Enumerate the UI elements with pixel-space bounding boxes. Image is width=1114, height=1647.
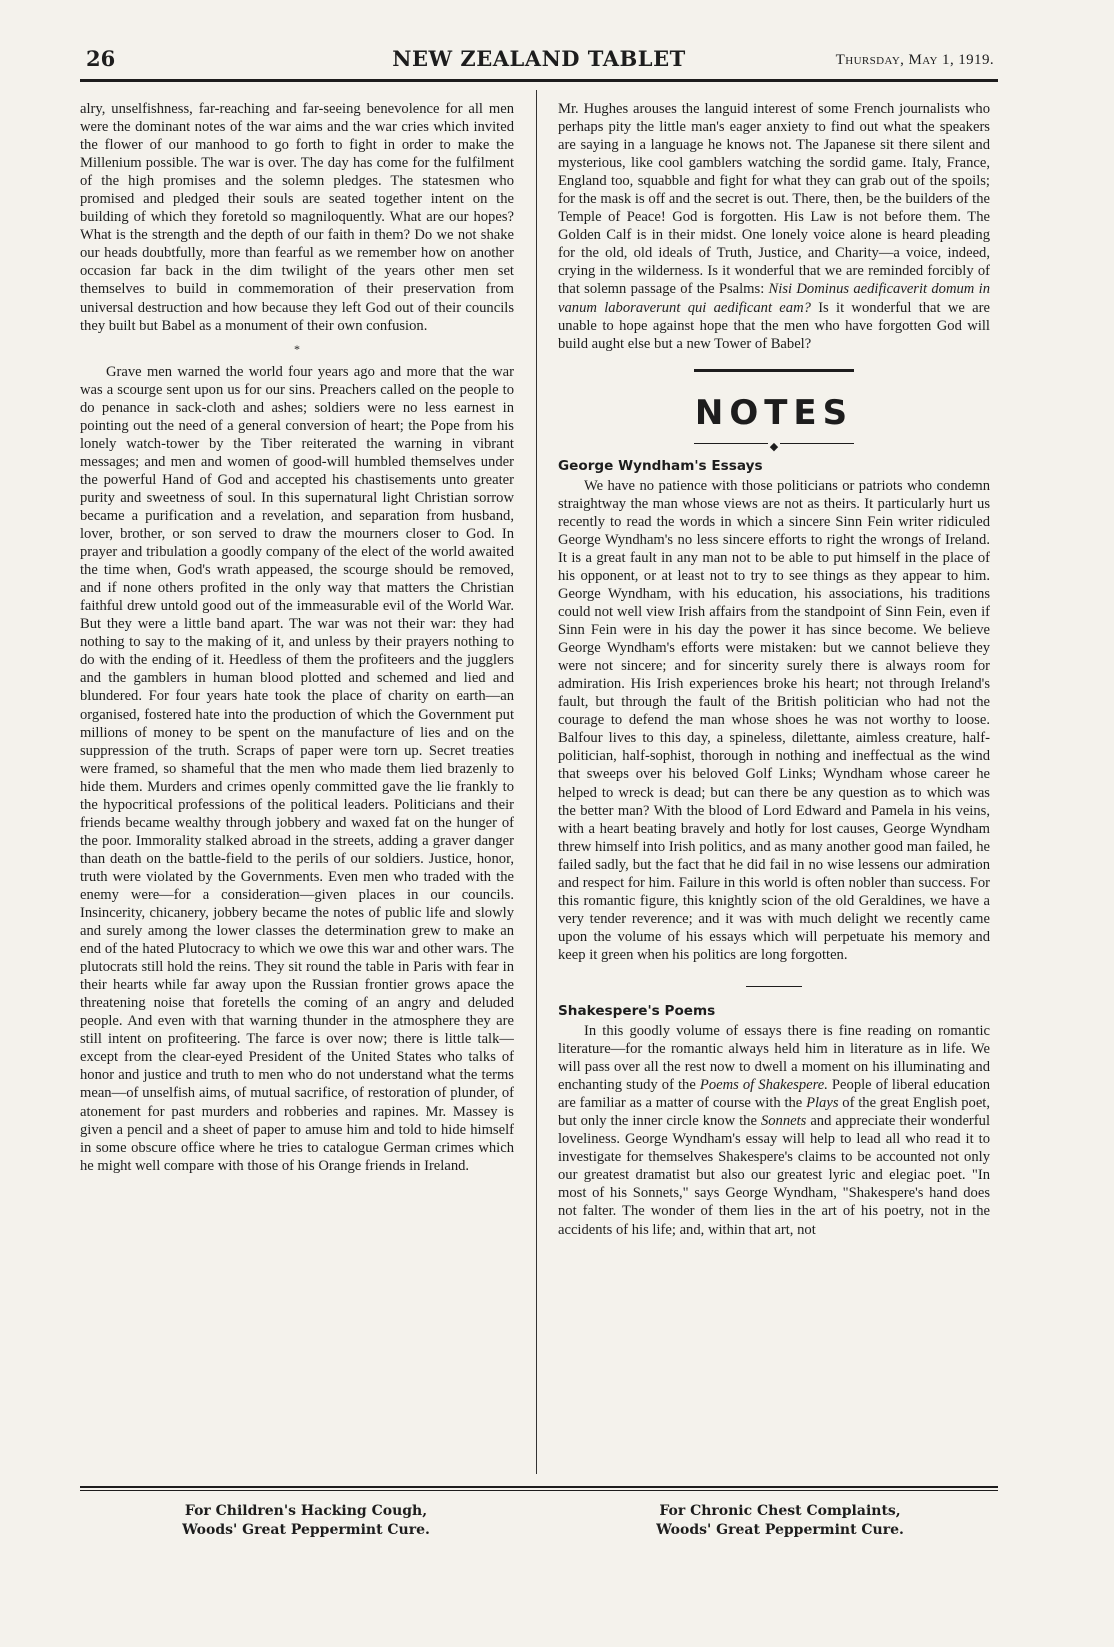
ad-right-line-1: For Chronic Chest Complaints,	[659, 1503, 901, 1519]
note-heading-wyndham: George Wyndham's Essays	[558, 457, 763, 474]
column-rule	[536, 90, 537, 1474]
title-plays: Plays	[806, 1095, 839, 1112]
section-separator: *	[294, 341, 300, 356]
advertisement-left	[86, 1502, 526, 1540]
title-sonnets: Sonnets	[760, 1113, 807, 1130]
psalm-quote: Nisi Dominus aedificaverit domum in vanum laboraverunt qui aedificant eam?	[558, 281, 990, 316]
right-column	[558, 100, 990, 1472]
left-paragraph-2: Grave men warned the world four years ago and more that the war was a scourge sent upon us for our sins. Preachers called on the people to do penance in sack-cloth and ashes; soldiers were no less earnest in pointing out the need of a general conversion of heart; the Pope from his lonely watch-tower by the Tiber reiterated the warning in vibrant messages; and men and women of good-will humbled themselves under the powerful Hand of God and accepted his chastisements unto greater purity and sweetness of soul. In this supernatural light Christian sorrow became a purification and a revelation, and separation from husband, lover, brother, or son served to draw the mourners closer to God. In prayer and tribulation a goodly company of the elect of the world awaited the time when, God's wrath appeased, the scourge should be removed, and if none others profited in the only way that matters the Christian faithful drew untold good out of the immeasurable evil of the World War. But they were a little band apart. The war was not their war: they had nothing to say to the making of it, and unless by their prayers nothing to do with the ending of it. Heedless of them the profiteers and the jugglers and the gamblers in human blood plotted and schemed and lied and blundered. For four years hate took the place of charity on earth—an organised, fostered hate into the production of which the Government put millions of money to be spent on the manufacture of lies and on the suppression of the truth. Scraps of paper were torn up. Secret treaties were framed, so shameful that the men who made them lied brazenly to hide them. Murders and crimes openly committed gave the lie frankly to the hypocritical professions of the political leaders. Politicians and their friends became wealthy through jobbery and waxed fat on the hunger of the poor. Immorality stalked abroad in the streets, adding a graver danger than death on the battle-field to the perils of our soldiers. Justice, honor, truth were violated by the Governments. Even men who traded with the enemy were—for a consideration—given places in our councils. Insincerity, chicanery, jobbery became the notes of public life and slowly and surely among the lower classes the determination grew to make an end of the hated Plutocracy to which we owe this war and other wars. The plutocrats still hold the reins. They sit round the table in Paris with fear in their hearts while far away upon the Russian frontier grows apace the threatening noise that foretells the coming of an angry and deluded people. And even with that warning thunder in the atmosphere they are still intent on profiteering. The farce is over now; there is little talk—except from the clear-eyed President of the United States who talks of honor and justice and truth to men who do not understand what the terms mean—of unselfish aims, of mutual sacrifice, of restoration of plunder, of atonement for past murders and robberies and rapines. Mr. Massey is given a pencil and a sheet of paper to amuse him and told to hide himself in some obscure office where he tries to catalogue German crimes which he might well compare with those of his Orange friends in Ireland.	[80, 363, 514, 1174]
title-poems: Poems of Shakespere.	[699, 1077, 828, 1094]
ad-left-line-2: Woods' Great Peppermint Cure.	[182, 1522, 430, 1538]
note-body-shakespere-text-4: and appreciate their wonderful loveliness. George Wyndham's essay will help to lead all who read it to investigate for themselves Shakespere's claims to be accounted not only our greatest dramatist but also our greatest lyric and elegiac poet. "In most of his Sonnets," says George Wyndham, "Shakespere's hand does not falter. The wonder of them lies in the art of his poetry, not in the accidents of his life; and, within that art, not	[558, 1113, 990, 1238]
page-header	[80, 42, 998, 82]
right-paragraph-1-end: Is it wonderful that we are unable to hope against hope that the men who have forgotten God will build aught else but a new Tower of Babel?	[558, 299, 990, 352]
note-body-shakespere-text-2: People of liberal education are familiar as a matter of course with the	[558, 1077, 990, 1112]
note-body-shakespere	[558, 1022, 990, 1239]
page-number: 26	[86, 46, 116, 71]
note-heading-shakespere: Shakespere's Poems	[558, 1003, 716, 1020]
left-column	[80, 100, 514, 1472]
short-rule	[558, 974, 990, 992]
issue-date: Thursday, May 1, 1919.	[835, 52, 994, 68]
ad-right-line-2: Woods' Great Peppermint Cure.	[656, 1522, 904, 1538]
footer-rule	[80, 1486, 998, 1491]
note-body-shakespere-text-1: In this goodly volume of essays there is fine reading on romantic literature—for the romantic always held him in literature as in life. We will pass over all the rest now to dwell a moment on his illuminating and enchanting study of the	[558, 1023, 990, 1094]
ornament-rule	[558, 359, 990, 377]
advertisement-right	[560, 1502, 1000, 1540]
note-body-shakespere-text-3: of the great English poet, but only the inner circle know the	[558, 1095, 990, 1130]
diamond-icon: ◆	[769, 440, 779, 453]
header-rule	[80, 79, 998, 82]
masthead-title: NEW ZEALAND TABLET	[392, 46, 686, 71]
right-paragraph-1-text: Mr. Hughes arouses the languid interest of some French journalists who perhaps pity the little man's eager anxiety to find out what the speakers are saying in a language he knows not. The Japanese sit there silent and mysterious, like cool gamblers watching the sordid game. Italy, France, England too, squabble and fight for what they can grab out of the spoils; for the mask is off and the secret is out. There, then, be the builders of the Temple of Peace! God is forgotten. His Law is not before them. The Golden Calf is in their midst. One lonely voice alone is heard pleading for the old, old ideals of Truth, Justice, and Charity—a voice, indeed, crying in the wilderness. Is it wonderful that we are reminded forcibly of that solemn passage of the Psalms:	[558, 101, 990, 298]
ad-left-line-1: For Children's Hacking Cough,	[184, 1503, 428, 1519]
diamond-rule	[558, 437, 990, 451]
right-paragraph-1	[558, 100, 990, 353]
note-body-wyndham: We have no patience with those politicians or patriots who condemn straightway the man whose views are not as theirs. It particularly hurt us recently to read the words in which a sincere Sinn Fein writer ridiculed George Wyndham's no less sincere efforts to right the wrongs of Ireland. It is a great fault in any man not to be able to put himself in the place of his opponent, or at least not to try to see things as they appear to him. George Wyndham, with his education, his associations, his traditions could not well view Irish affairs from the standpoint of Sinn Fein, even if Sinn Fein were in his day the power it has since become. We believe George Wyndham's efforts were mistaken: but we cannot believe they were not sincere; and for sincerity surely there is always room for admiration. His Irish experiences broke his heart; not through Ireland's fault, but through the fault of the British politician who had not the courage to defend the man whose shoes he was not worthy to loose. Balfour lives to this day, a spineless, dilettante, aimless creature, half-politician, half-sophist, thorough in nothing and ineffectual as the wind that sweeps over his beloved Golf Links; Wyndham whose career he helped to wreck is dead; but can there be any question as to which was the better man? With the blood of Lord Edward and Pamela in his veins, with a heart beating bravely and hotly for lost causes, George Wyndham threw himself into Irish politics, and as many another good man failed, he failed sadly, but the fact that he did fail in no wise lessens our admiration and respect for him. Failure in this world is often nobler than success. For this romantic figure, this knightly scion of the old Geraldines, we have a very tender reverence; and it was with much delight we recently came upon the volume of his essays which will perpetuate his memory and keep it green when his politics are long forgotten.	[558, 477, 990, 963]
left-paragraph-1: alry, unselfishness, far-reaching and far-seeing benevolence for all men were the dominant notes of the war aims and the war cries which invited the flower of our manhood to go forth to fight in order to make the Millenium possible. The war is over. The day has come for the fulfilment of the high promises and the solemn pledges. The statesmen who promised and pledged their souls are seated together intent on the building of which they foretold so magniloquently. What are our hopes? What is the strength and the depth of our faith in them? Do we not shake our heads doubtfully, more than fearful as we remember how on another occasion far back in the dim twilight of the years other men set themselves to build in commemoration of their preservation from universal destruction and how because they left God out of their councils they built but Babel as a monument of their own confusion.	[80, 101, 514, 334]
notes-section-title: NOTES	[694, 392, 854, 433]
